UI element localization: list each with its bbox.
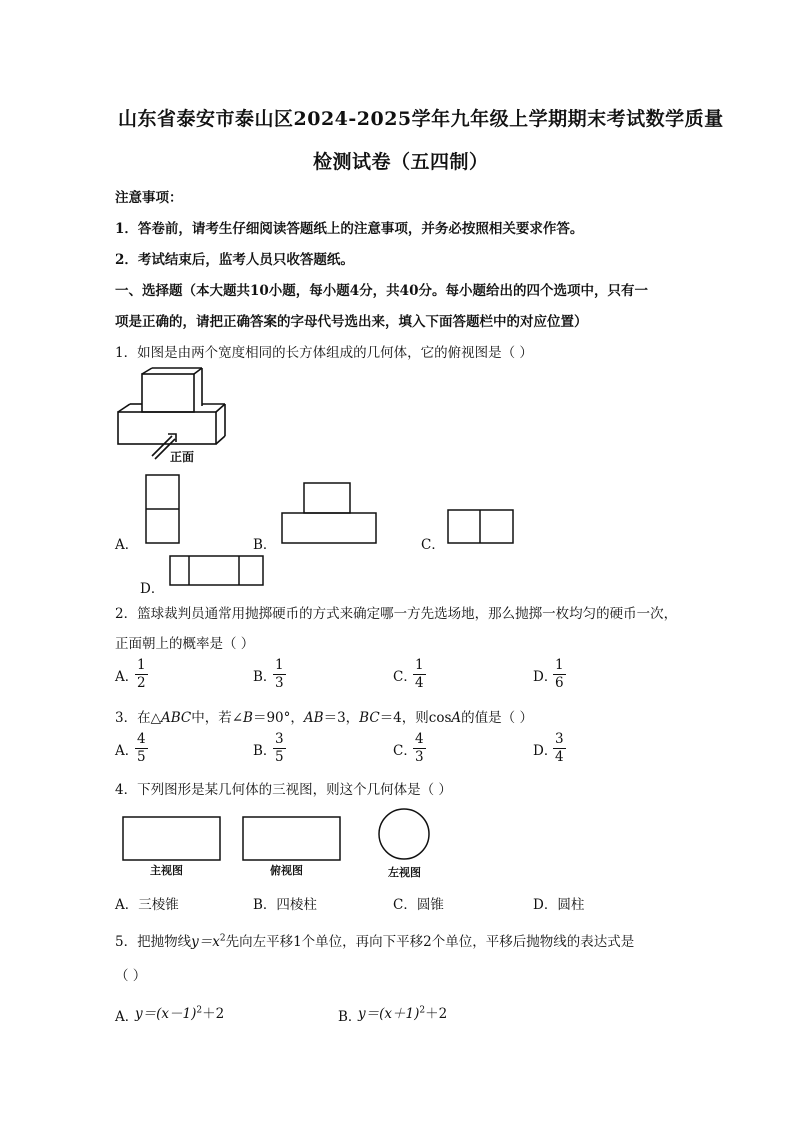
q2-den-d: 6 (555, 675, 564, 691)
q3-num-d: 3 (555, 731, 564, 747)
q1-label-b: B． (253, 537, 277, 553)
title-line-1: 山东省泰安市泰山区2024-2025学年九年级上学期期末考试数学质量 (118, 108, 724, 130)
q5-stem (115, 930, 634, 950)
q3-stem (115, 706, 533, 726)
q2-label-d: D． (533, 668, 558, 685)
q3-stem-f: 的值是（ ） (461, 710, 533, 726)
q2-option-a (115, 657, 148, 692)
q4-stem: 4．下列图形是某几何体的三视图，则这个几何体是（ ） (115, 782, 452, 798)
q3-num-a: 4 (137, 731, 146, 747)
q2-num-b: 1 (275, 657, 284, 673)
q3-den-d: 4 (555, 749, 564, 765)
q3-label-c: C． (393, 742, 417, 759)
q2-den-a: 2 (137, 675, 146, 691)
q5-exp-b: 2 (419, 1005, 426, 1016)
q5-tail-b: ＋2 (425, 1006, 448, 1022)
q3-label-a: A． (115, 742, 139, 759)
q3-option-a (115, 731, 148, 766)
notice-2: 2．考试结束后，监考人员只收答题纸。 (115, 252, 354, 268)
q4-option-d: D．圆柱 (533, 897, 585, 913)
q2-label-b: B． (253, 668, 277, 685)
q2-label-c: C． (393, 668, 417, 685)
q5-stem-equation: y＝x (191, 934, 220, 950)
notice-heading: 注意事项： (115, 190, 183, 206)
q5-expr-a: y＝(x－1) (135, 1006, 197, 1022)
q1-label-c: C． (421, 537, 445, 553)
q5-stem-b: 先向左平移1个单位，再向下平移2个单位，平移后抛物线的表达式是 (225, 934, 635, 950)
q5-label-b: B． (338, 1008, 362, 1025)
q2-den-b: 3 (275, 675, 284, 691)
section-1-line-2: 项是正确的，请把正确答案的字母代号选出来，填入下面答题栏中的对应位置） (115, 314, 588, 330)
q3-stem-d: ＝3， (323, 710, 360, 726)
q2-den-c: 4 (415, 675, 424, 691)
q3-den-a: 5 (137, 749, 146, 765)
q5-tail-a: ＋2 (202, 1006, 225, 1022)
q1-option-b-figure (279, 480, 379, 546)
q3-num-b: 3 (275, 731, 284, 747)
q1-option-a-figure (143, 472, 183, 546)
q5-option-b (338, 1002, 447, 1025)
q5-stem-exponent: 2 (219, 933, 226, 944)
q4-top-view-figure (240, 814, 344, 864)
q3-stem-e: ＝4，则cos (379, 710, 452, 726)
q3-stem-angle-b: B (243, 710, 253, 726)
q1-option-c-figure (445, 507, 517, 547)
q4-front-view-figure (120, 814, 224, 864)
q2-num-c: 1 (415, 657, 424, 673)
q3-fraction-c (413, 731, 426, 766)
q5-expr-b: y＝(x＋1) (358, 1006, 420, 1022)
q5-option-a (115, 1002, 224, 1025)
q2-fraction-c (413, 657, 426, 692)
q4-top-view-label: 俯视图 (270, 864, 303, 877)
q3-stem-c: ＝90°， (252, 710, 304, 726)
q3-stem-abc: ABC (160, 710, 192, 726)
q3-num-c: 4 (415, 731, 424, 747)
q4-side-view-label: 左视图 (388, 866, 421, 879)
q1-stem: 1．如图是由两个宽度相同的长方体组成的几何体，它的俯视图是（ ） (115, 345, 533, 361)
q3-option-b (253, 731, 286, 766)
notice-1: 1．答卷前，请考生仔细阅读答题纸上的注意事项，并务必按照相关要求作答。 (115, 221, 584, 237)
q3-label-b: B． (253, 742, 277, 759)
q2-fraction-d (553, 657, 566, 692)
q3-den-c: 3 (415, 749, 424, 765)
q3-fraction-a (135, 731, 148, 766)
q2-stem-line-1: 2．篮球裁判员通常用抛掷硬币的方式来确定哪一方先选场地，那么抛掷一枚均匀的硬币一次， (115, 606, 678, 622)
q2-option-c (393, 657, 426, 692)
q4-side-view-figure (376, 806, 432, 862)
q2-num-d: 1 (555, 657, 564, 673)
q3-label-d: D． (533, 742, 558, 759)
q5-stem-a: 5．把抛物线 (115, 934, 192, 950)
q1-label-d: D． (140, 581, 165, 597)
title-line-2: 检测试卷（五四制） (313, 151, 489, 173)
q3-stem-cos-a: A (451, 710, 462, 726)
q3-stem-bc: BC (359, 710, 380, 726)
q2-stem-line-2: 正面朝上的概率是（ ） (115, 636, 255, 652)
q4-option-c: C．圆锥 (393, 897, 444, 913)
q5-stem-line-2: （ ） (115, 968, 147, 984)
q1-front-label: 正面 (170, 450, 195, 464)
q3-stem-ab: AB (303, 710, 324, 726)
q2-option-d (533, 657, 566, 692)
q4-option-b: B．四棱柱 (253, 897, 317, 913)
q3-fraction-b (273, 731, 286, 766)
q1-option-d-figure (167, 553, 267, 589)
q3-option-c (393, 731, 426, 766)
q1-label-a: A． (115, 537, 139, 553)
q2-num-a: 1 (137, 657, 146, 673)
q2-fraction-a (135, 657, 148, 692)
section-1-line-1: 一、选择题（本大题共10小题，每小题4分，共40分。每小题给出的四个选项中，只有一 (115, 283, 648, 299)
q2-option-b (253, 657, 286, 692)
q3-option-d (533, 731, 566, 766)
q5-exp-a: 2 (196, 1005, 203, 1016)
q3-fraction-d (553, 731, 566, 766)
q2-label-a: A． (115, 668, 139, 685)
q3-stem-a: 3．在△ (115, 710, 161, 726)
q5-label-a: A． (115, 1008, 139, 1025)
q4-option-a: A．三棱锥 (115, 897, 179, 913)
q4-front-view-label: 主视图 (150, 864, 183, 877)
q2-fraction-b (273, 657, 286, 692)
q3-den-b: 5 (275, 749, 284, 765)
q3-stem-b: 中，若∠ (191, 710, 244, 726)
